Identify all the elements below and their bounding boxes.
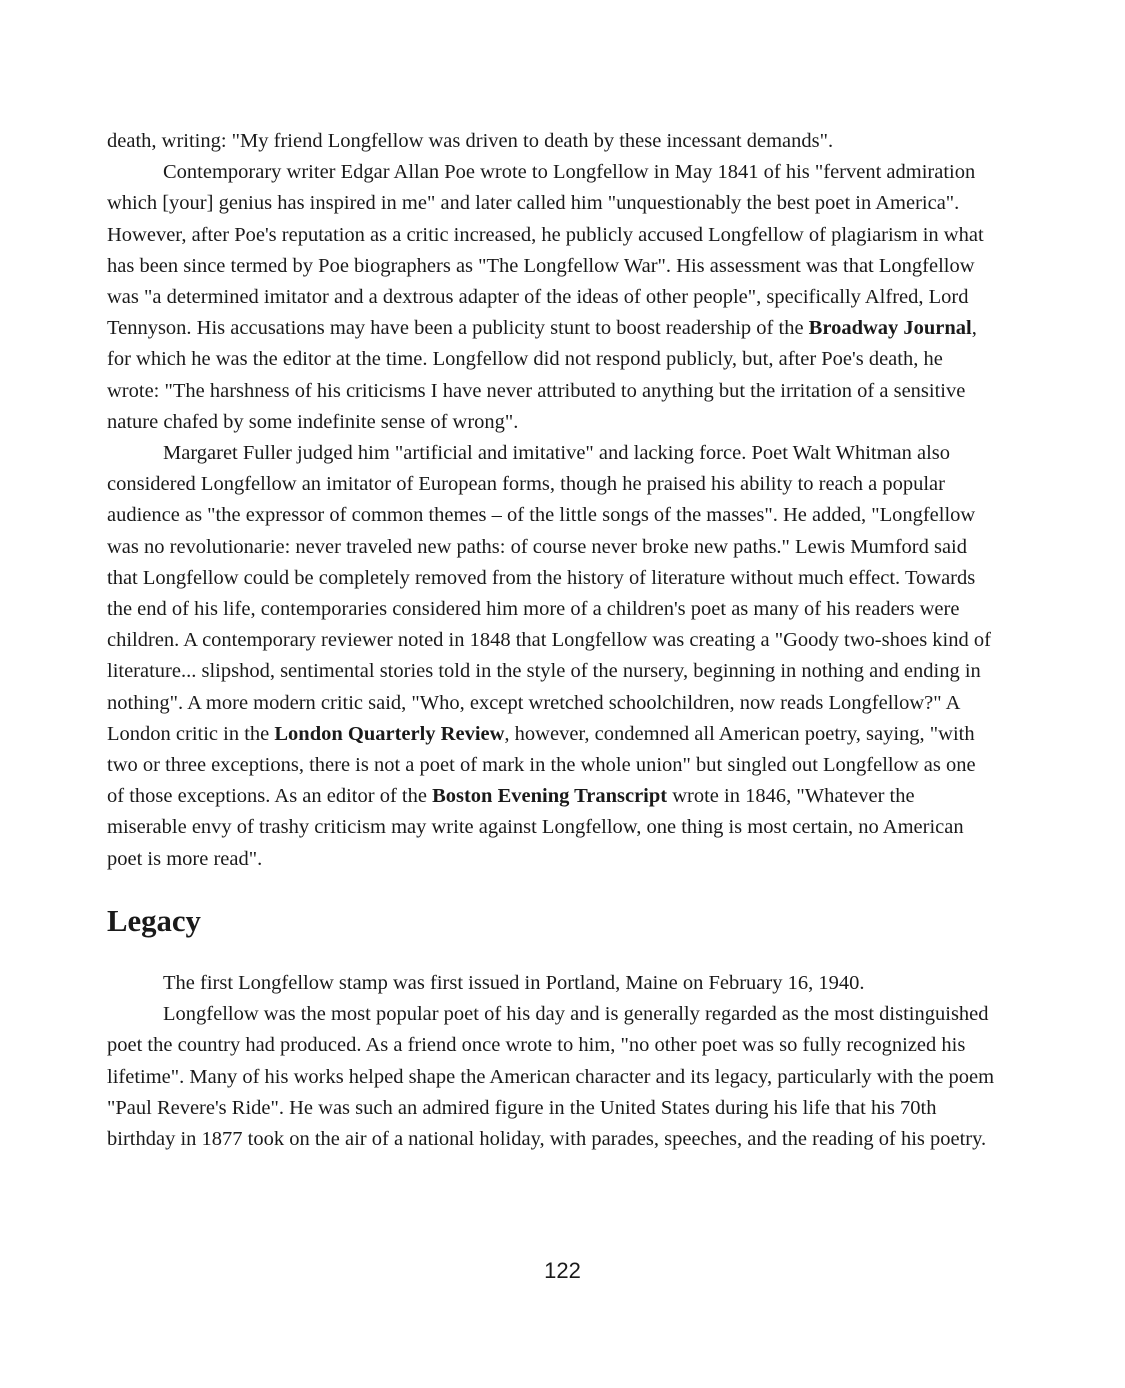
text-run: wrote in 1846, "Whatever the miserable envy of trashy criticism may write against Longfellow, one thing is most certain, no American poet is more read".: [107, 785, 964, 870]
publication-title: Boston Evening Transcript: [432, 785, 668, 808]
section-heading-legacy: Legacy: [107, 903, 201, 938]
text-run: Contemporary writer Edgar Allan Poe wrote to Longfellow in May 1841 of his "fervent admiration which [your] genius has inspired in me" and later called him "unquestionably the best poet in America". However, after Poe's reputation as a critic increased, he publicly accused Longfellow of plagiarism in what has been since termed by Poe biographers as "The Longfellow War". His assessment was that Longfellow was "a determined imitator and a dextrous adapter of the ideas of other people", specifically Alfred, Lord Tennyson. His accusations may have been a publicity stunt to boost readership of the: [107, 161, 984, 340]
text-run: Longfellow was the most popular poet of his day and is generally regarded as the most distinguished poet the country had produced. As a friend once wrote to him, "no other poet was so fully recognized his lifetime". Many of his works helped shape the American character and its legacy, particularly with the poem "Paul Revere's Ride". He was such an admired figure in the United States during his life that his 70th birthday in 1877 took on the air of a national holiday, with parades, speeches, and the reading of his poetry.: [107, 1003, 995, 1151]
document-page: [107, 126, 997, 1155]
paragraph-stamp: [107, 968, 997, 999]
spacer: [107, 875, 997, 906]
legacy-section: [107, 968, 997, 1155]
spacer: [107, 937, 997, 968]
paragraph-poe-criticism: [107, 157, 997, 438]
paragraph-poe-death: [107, 126, 997, 157]
text-run: Margaret Fuller judged him "artificial and imitative" and lacking force. Poet Walt Whitman also considered Longfellow an imitator of European forms, though he praised his ability to reach a popular audience as "the expressor of common themes – of the little songs of the masses". He added, "Longfellow was no revolutionarie: never traveled new paths: of course never broke new paths." Lewis Mumford said that Longfellow could be completely removed from the history of literature without much effect. Towards the end of his life, contemporaries considered him more of a children's poet as many of his readers were children. A contemporary reviewer noted in 1848 that Longfellow was creating a "Goody two-shoes kind of literature... slipshod, sentimental stories told in the style of the nursery, beginning in nothing and ending in nothing". A more modern critic said, "Who, except wretched schoolchildren, now reads Longfellow?" A London critic in the: [107, 442, 991, 745]
text-run: The first Longfellow stamp was first issued in Portland, Maine on February 16, 1940.: [163, 972, 865, 995]
body-text: [107, 126, 997, 875]
text-run: death, writing: "My friend Longfellow was driven to death by these incessant demands".: [107, 130, 834, 152]
paragraph-other-critics: [107, 438, 997, 875]
text-run: , however, condemned all American poetry, saying, "with two or three exceptions, there is not a poet of mark in the whole union" but singled out Longfellow as one of those exceptions. As an editor of the: [107, 722, 976, 808]
paragraph-popularity: [107, 999, 997, 1155]
publication-title: Broadway Journal: [808, 317, 972, 340]
publication-title: London Quarterly Review: [274, 722, 505, 745]
text-run: , for which he was the editor at the time. Longfellow did not respond publicly, but, after Poe's death, he wrote: "The harshness of his criticisms I have never attributed to anything but the irritation of a sensitive nature chafed by some indefinite sense of wrong".: [107, 317, 977, 433]
page-number: 122: [544, 1258, 581, 1283]
